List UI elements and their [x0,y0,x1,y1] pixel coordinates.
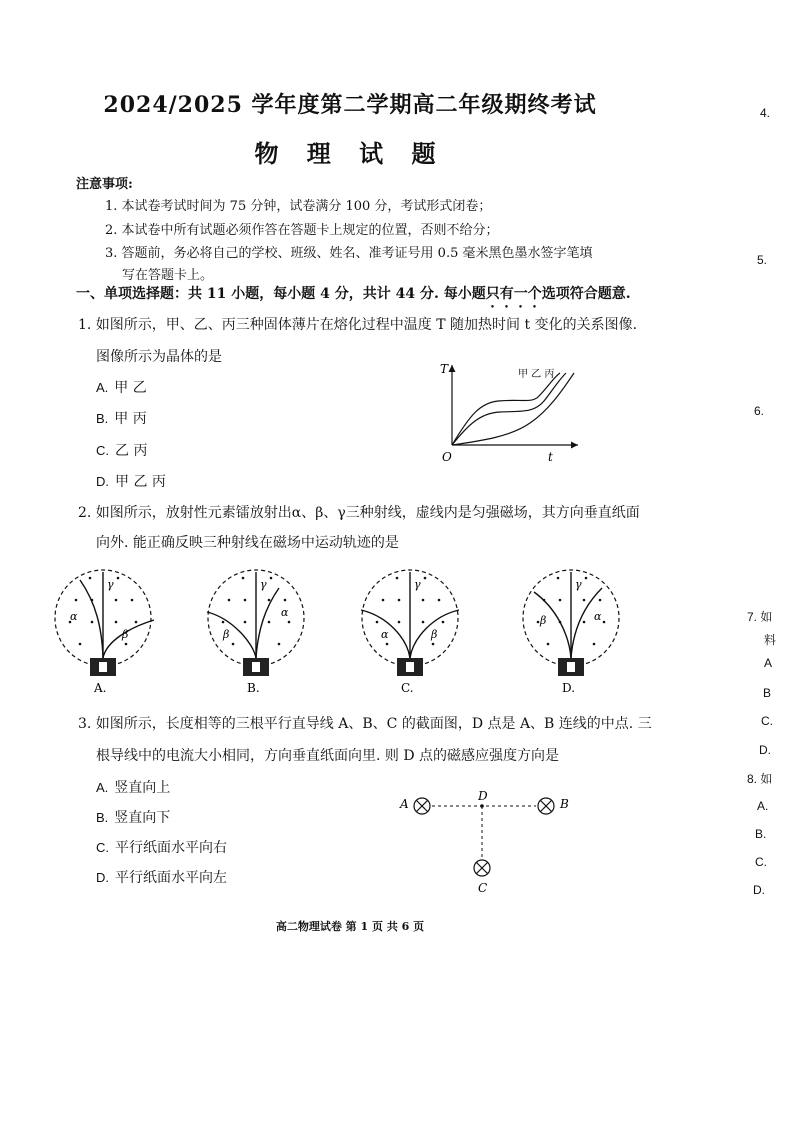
margin-q8-option-d: D. [753,883,765,897]
q2-figure-c [357,558,467,698]
q1-stem-2: 图像所示为晶体的是 [96,349,222,365]
q1-origin-label: O [442,450,452,464]
q3-option-c: C. 平行纸面水平向右 [96,840,227,856]
svg-text:α: α [70,610,78,623]
q2-stem-2: 向外. 能正确反映三种射线在磁场中运动轨迹的是 [96,535,399,551]
svg-text:β: β [540,614,547,627]
q1-y-axis-label: T [440,362,449,376]
page-subtitle: 物 理 试 题 [254,139,446,168]
wire-b-into-page-icon [538,798,554,814]
label-d: D [478,789,488,803]
alpha-ray [80,580,103,658]
beta-ray [207,612,256,658]
margin-q8-option-b: B. [755,827,767,841]
margin-q7: 7. 如 [747,610,773,624]
margin-q7-option-c: C. [761,714,773,728]
svg-text:β: β [431,628,438,641]
q1-option-d: D. 甲 乙 丙 [96,474,166,490]
margin-q7-option-d: D. [759,743,771,757]
svg-text:β: β [122,628,129,641]
svg-text:γ: γ [107,578,114,591]
q3-wire-diagram [392,788,582,898]
point-d [480,804,484,808]
svg-text:α: α [281,606,289,619]
q2-figure-b [203,558,313,698]
svg-text:α: α [381,628,389,641]
wire-a-into-page-icon [414,798,430,814]
notice-heading: 注意事项: [76,177,133,192]
alpha-ray [571,588,602,658]
q1-option-a: A. 甲 乙 [96,380,147,396]
svg-text:γ: γ [414,578,421,591]
notice-item-2: 2. 本试卷中所有试题必须作答在答题卡上规定的位置，否则不给分； [105,223,499,238]
margin-q8-option-c: C. [755,855,767,869]
margin-q4: 4. [760,106,771,120]
q2-figure-a [50,558,160,698]
q2-stem: 2. 如图所示，放射性元素镭放射出α、β、γ三种射线，虚线内是匀强磁场，其方向垂直纸面 [78,505,640,521]
q2-figure-d [518,558,628,698]
q2-figure-d-label: D. [562,681,576,695]
section-heading-a: 一、单项选择题：共 11 小题，每小题 4 分，共计 44 分. 每小题 [76,286,486,302]
q2-figure-b-label: B. [247,681,260,695]
q3-option-b: B. 竖直向下 [96,810,171,826]
svg-text:β: β [223,628,230,641]
notice-item-1: 1. 本试卷考试时间为 75 分钟，试卷满分 100 分，考试形式闭卷； [105,199,492,214]
margin-q6: 6. [754,404,765,418]
q2-figure-a-label: A. [94,681,107,695]
q1-option-b: B. 甲 丙 [96,411,147,427]
notice-item-3: 3. 答题前，务必将自己的学校、班级、姓名、准考证号用 0.5 毫米黑色墨水签字笔填 [105,246,593,261]
section-heading-b: 选项符合题意. [541,286,631,302]
svg-text:γ: γ [575,578,582,591]
q3-option-a: A. 竖直向上 [96,780,171,796]
margin-q8: 8. 如 [747,772,773,786]
q3-option-d: D. 平行纸面水平向左 [96,870,227,886]
notice-item-3-cont: 写在答题卡上。 [122,268,214,283]
svg-text:γ: γ [260,578,267,591]
label-b: B [560,797,569,811]
section-heading-emphasis: 只有一个 [485,286,542,302]
q1-curve-labels: 甲 乙 丙 [518,369,555,380]
margin-q5: 5. [757,253,768,267]
wire-c-into-page-icon [474,860,490,876]
q3-stem: 3. 如图所示，长度相等的三根平行直导线 A、B、C 的截面图，D 点是 A、B 连线的中点. 三 [78,716,652,732]
q1-curve-bing [452,373,574,445]
page-footer: 高二物理试卷 第 1 页 共 6 页 [275,920,425,933]
q3-stem-2: 根导线中的电流大小相同，方向垂直纸面向里. 则 D 点的磁感应强度方向是 [96,748,560,764]
q1-option-c: C. 乙 丙 [96,443,148,459]
margin-q7-option-a: A [764,656,773,670]
svg-text:α: α [594,610,602,623]
label-a: A [400,797,409,811]
section-heading [76,283,631,311]
alpha-ray [256,588,279,658]
q1-x-axis-label: t [548,450,553,464]
q1-stem: 1. 如图所示，甲、乙、丙三种固体薄片在熔化过程中温度 T 随加热时间 t 变化的关系图像. [78,317,638,333]
page-title: 2024/2025 学年度第二学期高二年级期终考试 [103,92,597,118]
q1-temperature-time-graph [430,355,590,465]
q2-figure-c-label: C. [401,681,414,695]
label-c: C [478,881,488,895]
margin-q7-option-b: B [763,686,772,700]
margin-q8-option-a: A. [757,799,769,813]
margin-q7-text: 料 [764,633,777,647]
